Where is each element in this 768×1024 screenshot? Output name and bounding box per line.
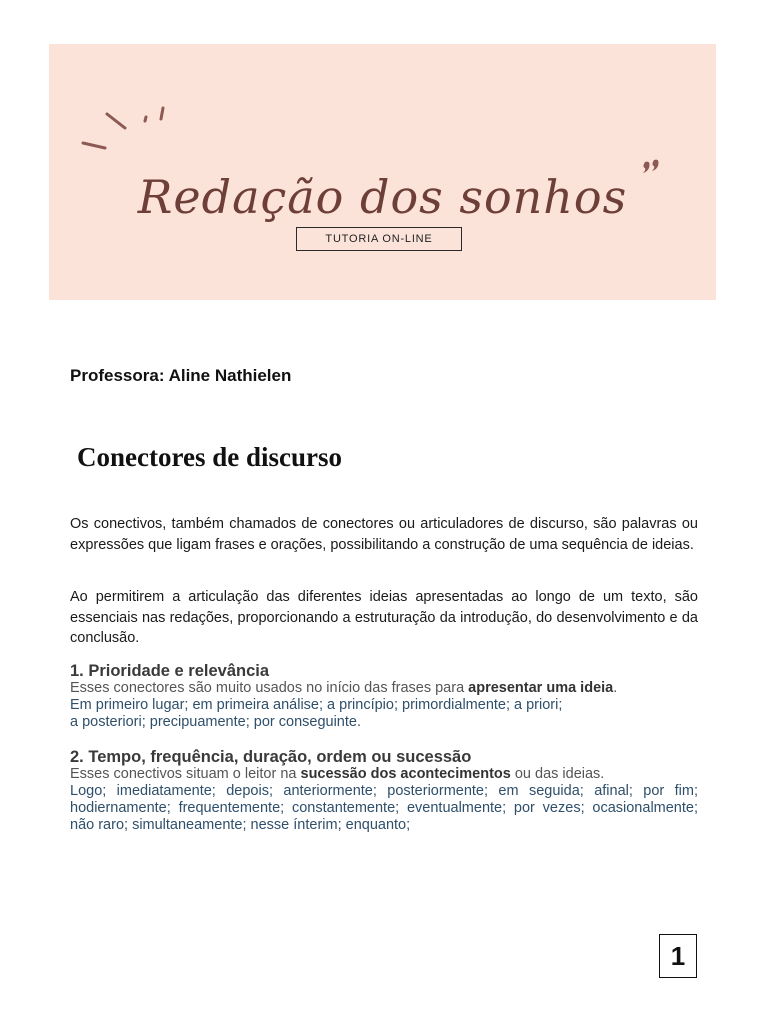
connectors-line: Em primeiro lugar; em primeira análise; a princípio; primordialmente; a priori; [70,697,563,713]
page-number: 1 [659,934,697,978]
intro-text-end: . [613,680,618,696]
tutoria-badge: TUTORIA ON-LINE [296,227,462,251]
page-title: Conectores de discurso [77,442,342,472]
section-connectors-priority [70,697,698,731]
section-title-priority: 1. Prioridade e relevância [70,662,270,680]
section-intro-priority [70,680,698,697]
connectors-line: a posteriori; precipuamente; por conseguinte. [70,714,361,730]
intro-text: Esses conectores são muito usados no início das frases para [70,680,469,696]
intro-emphasis: apresentar uma ideia [468,680,614,696]
intro-emphasis: sucessão dos acontecimentos [300,766,511,782]
intro-paragraph-1: Os conectivos, também chamados de conectores ou articuladores de discurso, são palavras ou expressões que ligam frases e orações, possibilitando a construção de uma sequência de ideias. [70,516,698,553]
intro-text-end: ou das ideias. [510,766,605,782]
brand-title: Redação dos sonhos [137,170,628,224]
intro-text: Esses conectivos situam o leitor na [70,766,301,782]
intro-paragraph-2: Ao permitirem a articulação das diferentes ideias apresentadas ao longo de um texto, são essenciais nas redações, proporcionando a estruturação da introdução, do desenvolvimento e da conclusão. [70,589,698,646]
professor-name: Professora: Aline Nathielen [70,366,292,385]
header-banner [49,44,716,300]
section-intro-time [70,766,698,783]
section-connectors-time: Logo; imediatamente; depois; anteriormente; posteriormente; em seguida; afinal; por fim; hodiernamente; frequentemente; constantemente; eventualmente; por vezes; ocasionalmente; não raro; simultaneamente; nesse ínterim; enquanto; [70,783,698,833]
section-title-time: 2. Tempo, frequência, duração, ordem ou sucessão [70,748,472,766]
